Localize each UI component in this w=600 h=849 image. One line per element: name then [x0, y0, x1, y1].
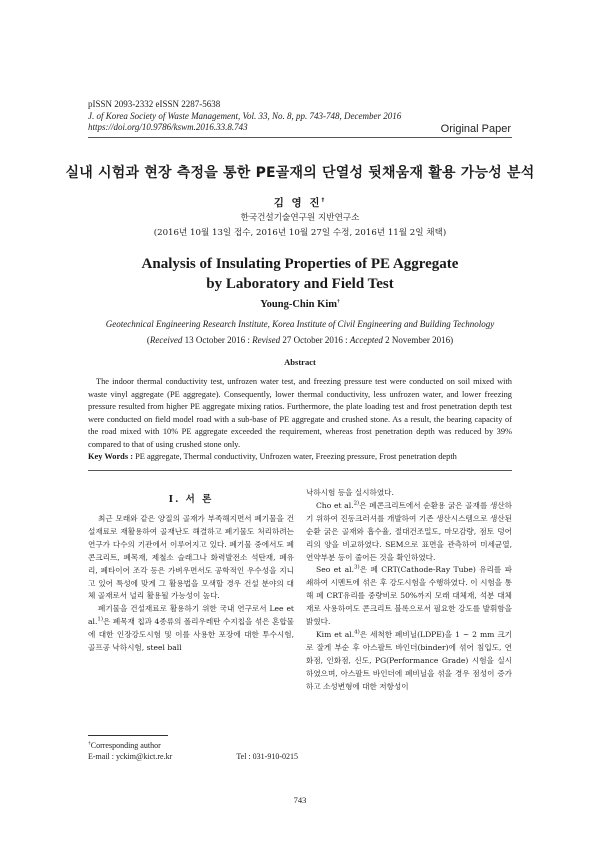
revised-label: Revised: [252, 335, 281, 345]
keywords-list: PE aggregate, Thermal conductivity, Unfrozen water, Freezing pressure, Frost penetration depth: [135, 452, 457, 461]
english-affiliation: Geotechnical Engineering Research Institute, Korea Institute of Civil Engineering and Building Technology: [105, 319, 495, 329]
accepted-date: 2 November 2016: [385, 335, 451, 345]
english-dates: (Received 13 October 2016 : Revised 27 October 2016 : Accepted 2 November 2016): [146, 335, 454, 345]
section-heading: I. 서 론: [168, 494, 214, 505]
citation-ref: 4): [354, 629, 360, 636]
footnote-mark: †: [88, 740, 91, 747]
journal-header: [88, 99, 401, 134]
citation-ref: 3): [354, 564, 360, 571]
korean-dates: (2016년 10월 13일 접수, 2016년 10월 27일 수정, 2016년 11월 2일 채택): [153, 228, 447, 238]
keywords: [88, 452, 512, 461]
abstract-rule: [88, 470, 512, 471]
paragraph-text: 은 폐 CRT(Cathode-Ray Tube) 유리를 파쇄하여 시멘트에 섞은 후 강도시험을 수행하였다. 이 시험을 통해 폐 CRT유리를 중량비로 50%까지 모래 대체재, 석분 대체재로 사용하여도 콘크리트 블록으로서 필요한 강도를 발휘함을 밝혔다.: [306, 565, 512, 627]
english-author: [60, 299, 540, 310]
left-column: [88, 513, 294, 655]
paragraph-text: 은 세척한 폐비닐(LDPE)을 1 ~ 2 mm 크기로 잘게 부순 후 아스팔트 바인더(binder)에 섞어 침입도, 연화점, 인화점, 신도, PG(Performance Grade) 시험을 실시하였으며, 아스팔트 바인더에 폐비닐을 섞을 경우 점성이 증가하고 소성변형에 대한 저항성이: [306, 629, 513, 691]
abstract-text: The indoor thermal conductivity test, unfrozen water test, and freezing pressure test were conducted on soil mixed with waste vinyl aggregate (PE aggregate). Consequently, lower thermal conductivity, less unfrozen water, and lower freezing pressure resulted from higher PE aggregate mixing ratios. Furthermore, the plate loading test and frost penetration depth test were conducted on field model road with a sub-base of PE aggregate and crushed stone. As a result, the bearing capacity of the road mixed with 10% PE aggregate exceeded the requirement, whereas frost penetration depth was reduced by 39% compared to that of using crushed stone only.: [88, 377, 512, 449]
header-rule: [88, 137, 512, 138]
paragraph: 최근 모래와 같은 양질의 골재가 부족해지면서 폐기물을 건설재료로 재활용하여 골재난도 해결하고 폐기물도 처리하려는 연구가 다수의 기관에서 이루어지고 있다. 폐기물 중에서도 폐콘크리트, 폐목재, 제철소 슬래그나 화력발전소 석탄재, 폐유리, 폐타이어 조각 등은 가벼우면서도 공학적인 우수성을 지니고 있어 특성에 맞게 그 활용법을 모색할 경우 건설 분야의 대체 골재로서 널리 활용될 가능성이 높다.: [88, 514, 294, 601]
korean-affiliation: 한국건설기술연구원 지반연구소: [240, 213, 360, 223]
received-date: 13 October 2016: [184, 335, 246, 345]
korean-author-name: 김 영 진: [273, 197, 322, 209]
received-label: Received: [149, 335, 183, 345]
english-author-mark: †: [336, 298, 340, 305]
journal-citation: J. of Korea Society of Waste Management, Vol. 33, No. 8, pp. 743-748, December 2016: [88, 110, 402, 121]
english-title-line2: by Laboratory and Field Test: [206, 276, 394, 292]
english-title-line1: Analysis of Insulating Properties of PE Aggregate: [141, 256, 459, 272]
paragraph: 낙하시험 등을 실시하였다.: [306, 488, 394, 497]
paragraph: [306, 564, 512, 629]
footnote-rule: [88, 735, 168, 736]
korean-author: [60, 195, 540, 210]
abstract-heading: Abstract: [284, 357, 316, 367]
accepted-label: Accepted: [349, 335, 383, 345]
english-title: [60, 254, 540, 294]
doi-link[interactable]: https://doi.org/10.9786/kswm.2016.33.8.743: [88, 122, 248, 132]
english-author-name: Young-Chin Kim: [260, 299, 337, 310]
footnote-label: Corresponding author: [90, 741, 161, 750]
footnote-email[interactable]: E-mail : yckim@kict.re.kr: [88, 752, 173, 761]
keywords-label: Key Words :: [88, 452, 133, 461]
paragraph: [306, 629, 512, 694]
revised-date: 27 October 2016: [282, 335, 343, 345]
paragraph: [306, 500, 512, 565]
paragraph-text: 폐기물을 건설재료로 활용하기 위한 국내 연구로서 Lee et al.: [88, 604, 294, 627]
citation-ref: 2): [353, 500, 360, 507]
footnote-tel: Tel : 031-910-0215: [236, 752, 298, 761]
paragraph-text: 은 폐콘크리트에서 순환용 굵은 골재를 생산하기 위하여 진동크러셔를 개발하여 기존 생산시스템으로 생산된 순환 굵은 골재와 흡수율, 절대건조밀도, 마모감량, 점토 덩어리의 양을 비교하였다. SEM으로 표면을 관측하여 미세균열, 연약부분 등이 줄어든 것을 확인하였다.: [306, 500, 512, 562]
paragraph-text: Kim et al.: [316, 629, 355, 639]
paragraph: [88, 603, 294, 655]
page-number: 743: [293, 795, 307, 805]
citation-ref: 1): [97, 616, 104, 623]
paragraph-text: Cho et al.: [316, 500, 354, 510]
paragraph-text: 은 폐목재 칩과 4종류의 폴리우레탄 수지칩을 섞은 혼합물에 대한 인장강도시험 및 이를 사용한 포장에 대한 투수시험, 골프공 낙하시험, steel ball: [88, 617, 294, 653]
footnote: [88, 740, 298, 762]
right-column: [306, 487, 512, 694]
article-type: Original Paper: [440, 123, 511, 135]
korean-author-mark: †: [321, 197, 327, 204]
paragraph-text: Seo et al.: [316, 565, 355, 575]
issn-line: pISSN 2093-2332 eISSN 2287-5638: [88, 99, 221, 109]
korean-title: 실내 시험과 현장 측정을 통한 PE골재의 단열성 뒷채움재 활용 가능성 분석: [65, 165, 535, 181]
